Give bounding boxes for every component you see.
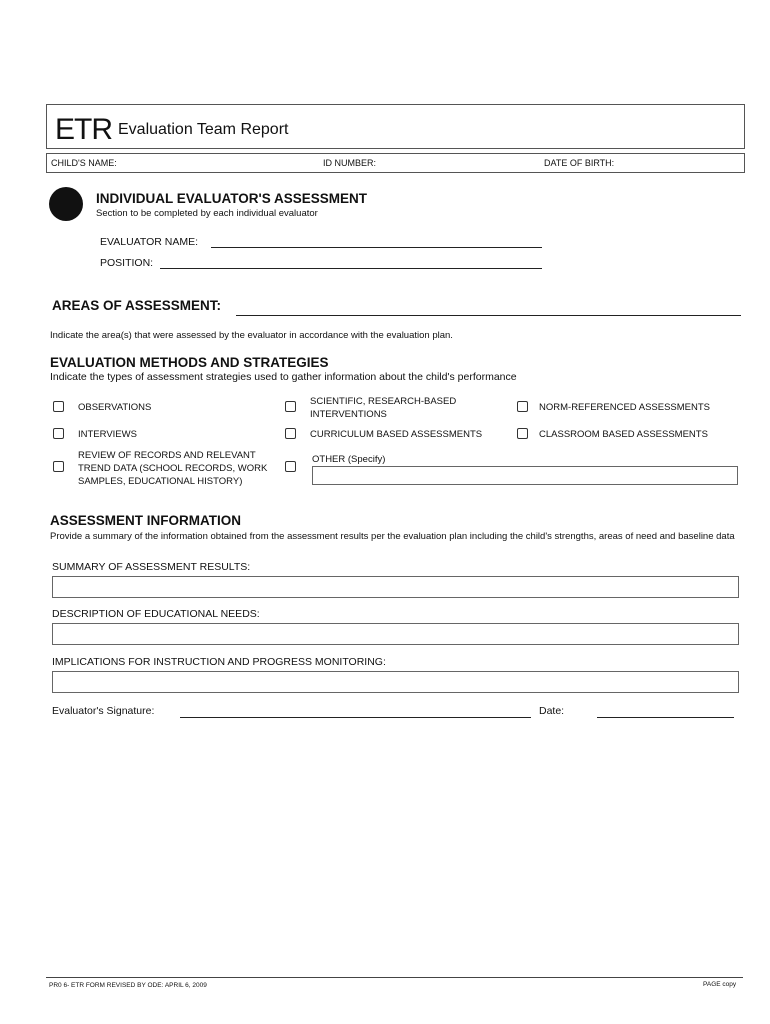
classroom-checkbox[interactable] [517,428,528,439]
section-marker-circle [49,187,83,221]
observations-label: OBSERVATIONS [78,402,152,413]
evaluator-name-label: EVALUATOR NAME: [100,236,199,248]
implications-label: IMPLICATIONS FOR INSTRUCTION AND PROGRESS MONITORING: [52,656,386,668]
date-of-birth-label: DATE OF BIRTH: [544,158,615,168]
other-label: OTHER (Specify) [312,454,386,465]
interviews-checkbox[interactable] [53,428,64,439]
norm-referenced-label: NORM-REFERENCED ASSESSMENTS [539,402,711,413]
scientific-checkbox[interactable] [285,401,296,412]
footer-divider [46,977,743,978]
position-line[interactable] [160,268,542,269]
curriculum-checkbox[interactable] [285,428,296,439]
footer-page: PAGE copy [703,981,737,988]
form-title-box [46,104,745,149]
evaluator-name-line[interactable] [211,247,542,248]
form-title: Evaluation Team Report [118,121,289,138]
child-info-bar [46,153,745,173]
implications-field[interactable] [52,671,739,693]
observations-checkbox[interactable] [53,401,64,412]
signature-line[interactable] [180,717,531,718]
individual-assessment-subheading: Section to be completed by each individual evaluator [96,208,318,219]
other-specify-field[interactable] [312,466,738,485]
date-line[interactable] [597,717,734,718]
form-code: ETR [55,113,112,146]
individual-assessment-heading: INDIVIDUAL EVALUATOR'S ASSESSMENT [96,191,367,206]
records-review-label: REVIEW OF RECORDS AND RELEVANT TREND DATA (SCHOOL RECORDS, WORK SAMPLES, EDUCATIONAL HISTORY) [78,450,268,487]
methods-subheading: Indicate the types of assessment strategies used to gather information about the child's performance [50,371,517,383]
footer-form-info: PR0 6- ETR FORM REVISED BY ODE: APRIL 6, 2009 [49,982,207,989]
interviews-label: INTERVIEWS [78,429,137,440]
records-review-checkbox[interactable] [53,461,64,472]
childs-name-label: CHILD'S NAME: [51,158,117,168]
norm-referenced-checkbox[interactable] [517,401,528,412]
id-number-label: ID NUMBER: [323,158,377,168]
classroom-label: CLASSROOM BASED ASSESSMENTS [539,429,708,440]
assessment-info-heading: ASSESSMENT INFORMATION [50,513,242,528]
date-label: Date: [539,705,565,717]
signature-label: Evaluator's Signature: [52,705,155,717]
areas-note: Indicate the area(s) that were assessed by the evaluator in accordance with the evaluation plan. [50,330,453,341]
educational-needs-field[interactable] [52,623,739,645]
summary-field[interactable] [52,576,739,598]
areas-of-assessment-line[interactable] [236,315,741,316]
curriculum-label: CURRICULUM BASED ASSESSMENTS [310,429,483,440]
position-label: POSITION: [100,257,154,269]
scientific-label: SCIENTIFIC, RESEARCH-BASED INTERVENTIONS [310,396,457,420]
methods-heading: EVALUATION METHODS AND STRATEGIES [50,355,329,370]
educational-needs-label: DESCRIPTION OF EDUCATIONAL NEEDS: [52,608,260,620]
assessment-info-subheading: Provide a summary of the information obtained from the assessment results per the evaluation plan including the child's strengths, areas of need and baseline data [50,531,735,542]
summary-label: SUMMARY OF ASSESSMENT RESULTS: [52,561,251,573]
other-checkbox[interactable] [285,461,296,472]
areas-of-assessment-heading: AREAS OF ASSESSMENT: [52,298,222,313]
